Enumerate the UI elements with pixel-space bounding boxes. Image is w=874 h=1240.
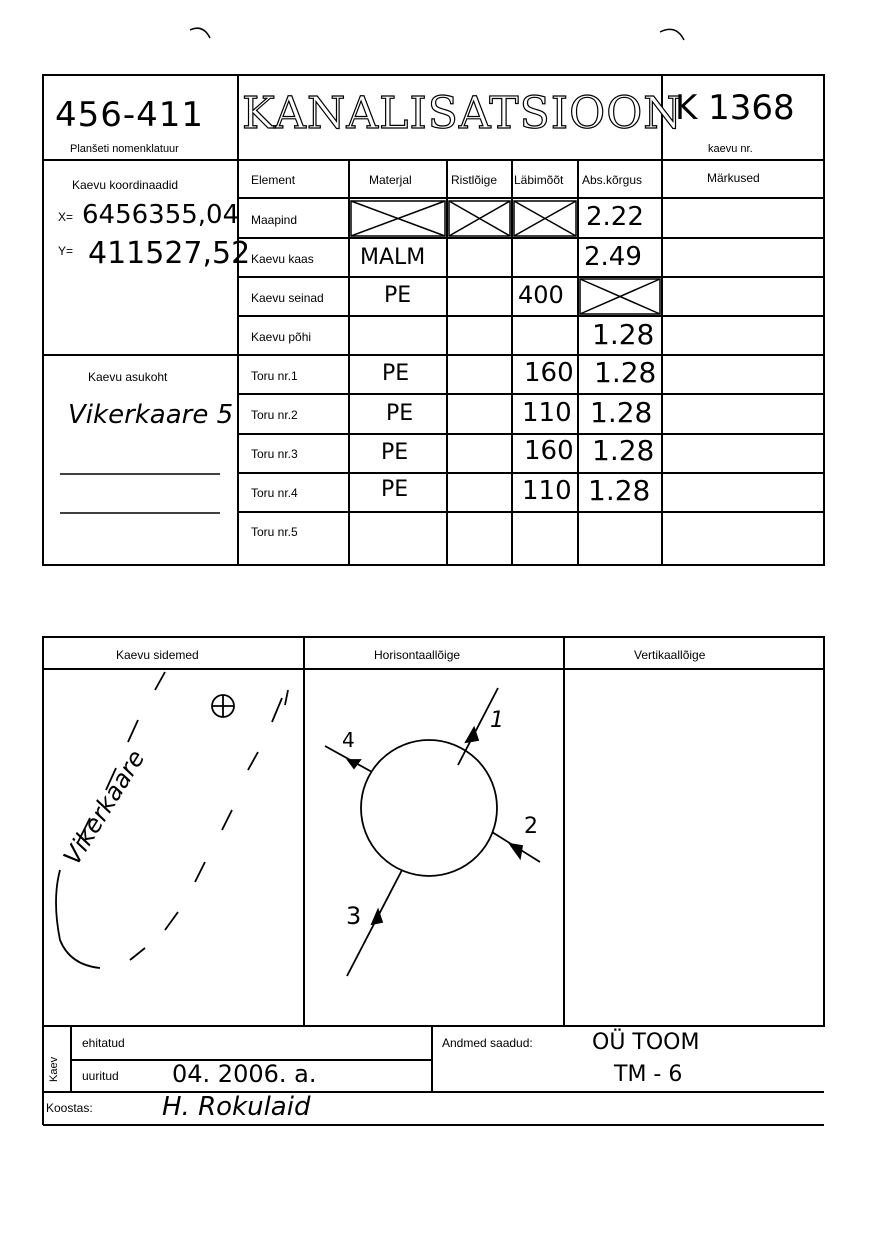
well-number-value: K 1368 [675, 88, 795, 128]
well-number-label: kaevu nr. [708, 143, 753, 155]
compiled-value: H. Rokulaid [162, 1092, 311, 1122]
header-diameter: Läbimõõt [514, 173, 564, 187]
row-material: PE [386, 401, 414, 426]
surveyed-label: uuritud [82, 1069, 119, 1083]
data-received-label: Andmed saadud: [442, 1036, 533, 1050]
y-value: 411527,52 [88, 236, 251, 271]
vertical-section-header: Vertikaallõige [634, 648, 706, 662]
data-received-source: OÜ TOOM [592, 1030, 700, 1055]
row-height: 1.28 [588, 474, 651, 507]
row-element: Kaevu põhi [251, 330, 312, 344]
horizontal-section-sketch [325, 688, 540, 976]
horizontal-section-header: Horisontaallõige [374, 648, 461, 662]
row-diameter: 400 [518, 281, 564, 309]
pipe-label-1: 1 [490, 708, 504, 733]
row-height: 1.28 [592, 318, 655, 351]
row-element: Kaevu kaas [251, 252, 314, 266]
row-element: Toru nr.4 [251, 486, 298, 500]
location-label: Kaevu asukoht [88, 370, 168, 384]
header-cross: Ristlõige [451, 173, 498, 187]
y-prefix: Y= [58, 244, 74, 258]
row-diameter: 110 [522, 398, 572, 428]
row-height: 1.28 [592, 434, 655, 467]
nomenclature-label: Planšeti nomenklatuur [70, 143, 179, 155]
row-height: 2.49 [584, 242, 642, 272]
row-element: Toru nr.5 [251, 525, 298, 539]
compiled-label: Koostas: [46, 1101, 93, 1115]
well-side-label: Kaev [48, 1056, 60, 1082]
row-material: PE [382, 361, 410, 386]
row-element: Toru nr.3 [251, 447, 298, 461]
row-height: 1.28 [594, 356, 657, 389]
row-element: Toru nr.1 [251, 369, 298, 383]
row-element: Maapind [251, 213, 298, 227]
row-material: PE [381, 440, 409, 465]
header-notes: Märkused [707, 171, 760, 185]
pipe-label-2: 2 [524, 814, 538, 839]
x-value: 6456355,04 [82, 200, 240, 230]
row-material: PE [381, 477, 409, 502]
row-element: Kaevu seinad [251, 291, 324, 305]
pipe-label-3: 3 [346, 902, 362, 930]
header-height: Abs.kõrgus [582, 173, 643, 187]
coordinates-label: Kaevu koordinaadid [72, 178, 179, 192]
links-header: Kaevu sidemed [116, 648, 199, 662]
page-title: KANALISATSIOON [242, 88, 683, 139]
header-material: Materjal [369, 173, 412, 187]
street-sketch-label: Vikerkaare [58, 745, 151, 870]
location-value: Vikerkaare 5 [68, 400, 234, 430]
pipe-label-4: 4 [342, 728, 355, 752]
row-diameter: 160 [524, 358, 574, 388]
row-element: Toru nr.2 [251, 408, 298, 422]
data-received-ref: TM - 6 [614, 1062, 683, 1087]
built-label: ehitatud [82, 1036, 125, 1050]
row-material: MALM [360, 245, 426, 270]
row-diameter: 110 [522, 476, 572, 506]
row-height: 2.22 [586, 202, 644, 232]
row-height: 1.28 [590, 396, 653, 429]
header-element: Element [251, 173, 296, 187]
nomenclature-value: 456-411 [55, 95, 205, 135]
surveyed-value: 04. 2006. a. [172, 1060, 317, 1088]
row-material: PE [384, 283, 412, 308]
x-prefix: X= [58, 210, 74, 224]
row-diameter: 160 [524, 436, 574, 466]
